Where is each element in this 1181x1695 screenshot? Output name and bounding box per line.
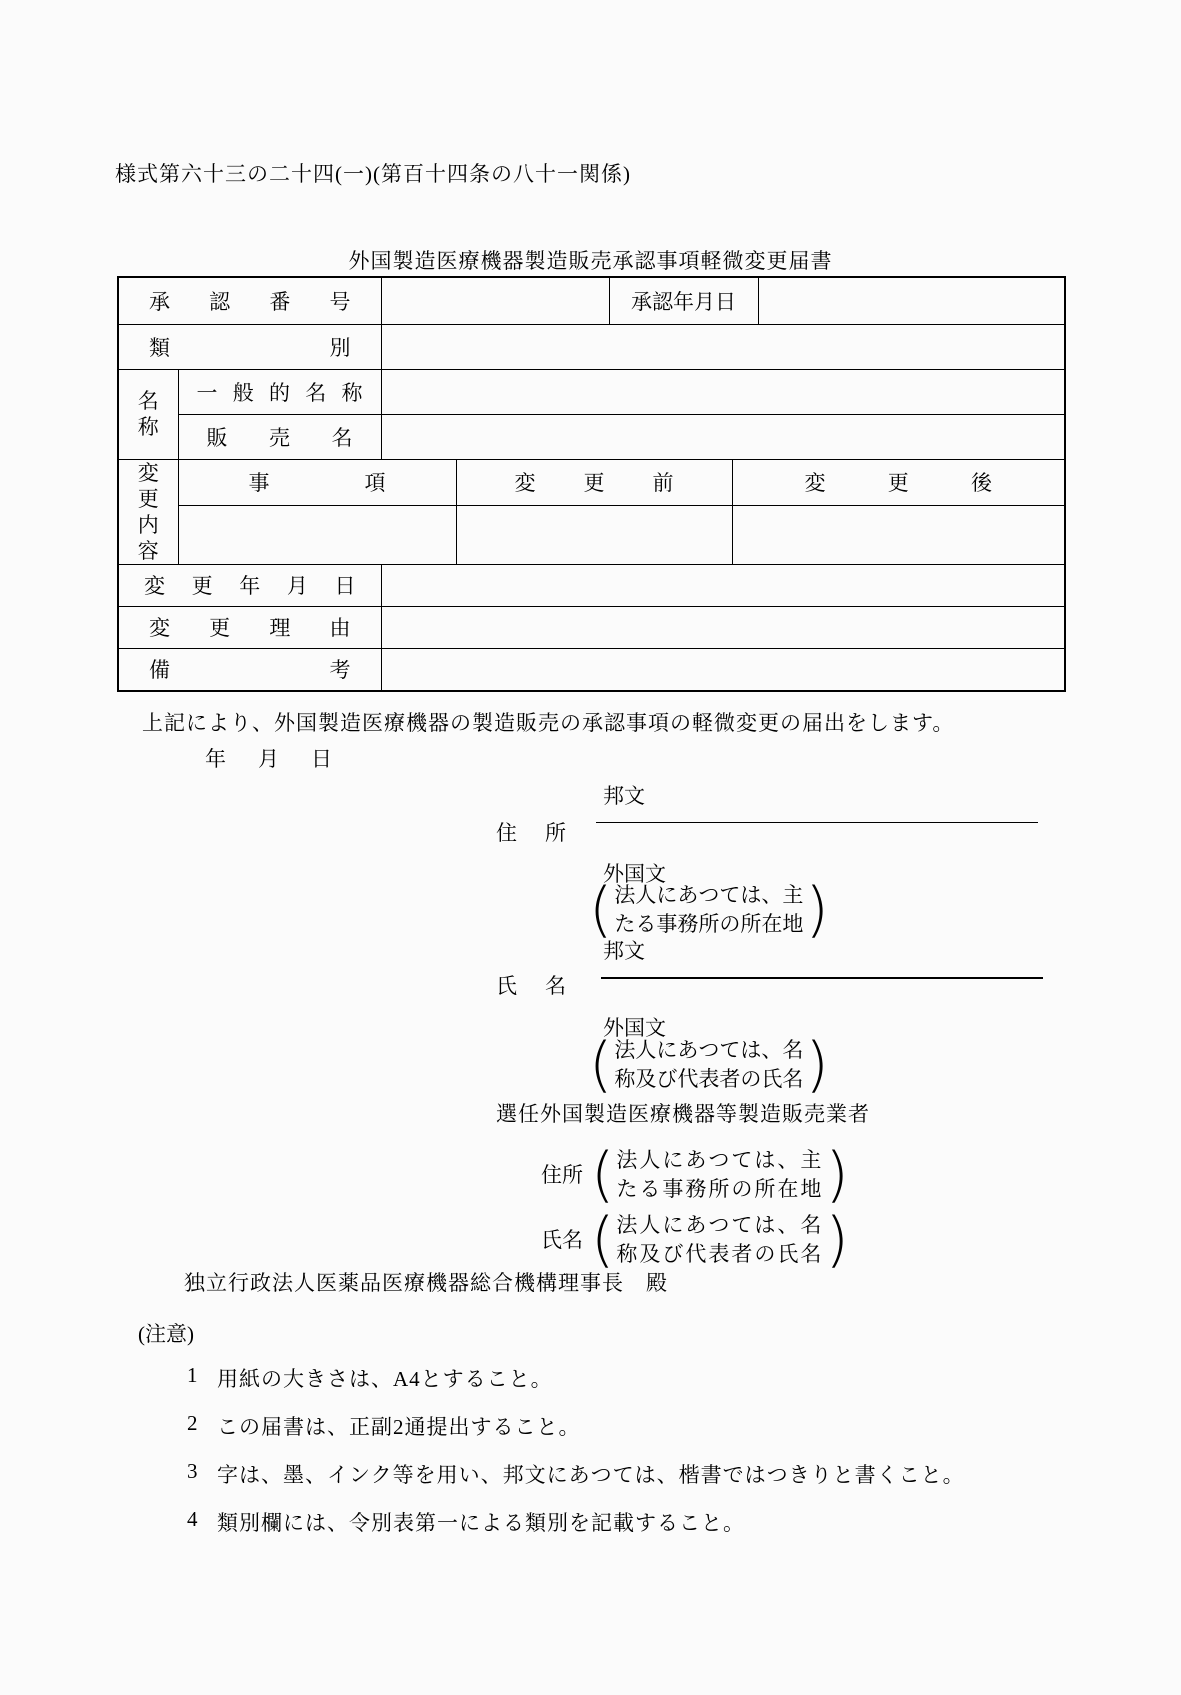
item-column-header: 事 項 — [248, 471, 386, 496]
note-number: 2 — [187, 1411, 198, 1435]
table-row — [118, 277, 1065, 324]
note-text: 字は、墨、インク等を用い、邦文にあつては、楷書ではつきりと書くこと。 — [217, 1463, 965, 1487]
change-date-label: 変 更 年 月 日 — [144, 574, 356, 598]
name-label: 氏 名 — [496, 974, 566, 998]
open-paren: ( — [591, 1205, 615, 1275]
address-japanese-fill-line[interactable] — [596, 780, 1038, 823]
change-reason-input-area[interactable] — [381, 606, 1065, 648]
before-change-column-header: 変 更 前 — [514, 471, 674, 496]
open-paren: ( — [589, 1030, 613, 1100]
open-paren: ( — [589, 875, 613, 945]
addressee-line — [184, 1267, 668, 1297]
table-row — [118, 414, 1065, 459]
table-row — [118, 324, 1065, 369]
before-change-input-area[interactable] — [456, 506, 732, 564]
selected-name-label: 氏名 — [541, 1227, 583, 1252]
approval-number-label: 承 認 番 号 — [149, 289, 351, 314]
approval-date-label: 承認年月日 — [609, 277, 758, 324]
month-label: 月 — [258, 747, 279, 771]
table-row — [118, 564, 1065, 606]
address-note-line2: たる事務所の所在地 — [614, 912, 804, 936]
date-line — [205, 743, 332, 773]
generic-name-input-area[interactable] — [381, 369, 1065, 414]
selected-name-note-line2: 称及び代表者の氏名 — [616, 1242, 824, 1266]
table-row — [118, 606, 1065, 648]
page-title: 外国製造医療機器製造販売承認事項軽微変更届書 — [348, 249, 833, 273]
category-label: 類 別 — [149, 335, 351, 360]
note-text: 類別欄には、令別表第一による類別を記載すること。 — [217, 1511, 745, 1535]
approval-number-input-area[interactable] — [381, 277, 609, 324]
table-row — [118, 369, 1065, 414]
name-japanese-label: 邦文 — [603, 939, 645, 963]
name-foreign-label: 外国文 — [603, 1016, 666, 1040]
name-note-line2: 称及び代表者の氏名 — [614, 1067, 804, 1091]
change-date-input-area[interactable] — [381, 564, 1065, 606]
close-paren: ) — [805, 1030, 829, 1100]
selected-address-label: 住所 — [541, 1162, 583, 1187]
generic-name-label: 一 般 的 名 称 — [196, 380, 363, 405]
change-contents-label: 変 更 内 容 — [137, 460, 159, 563]
selected-marketer-address — [541, 1140, 849, 1210]
form-number-line: 様式第六十三の二十四(一)(第百十四条の八十一関係) — [115, 162, 631, 186]
addressee-honorific: 殿 — [646, 1271, 668, 1295]
item-input-area[interactable] — [178, 506, 456, 564]
approval-date-input-area[interactable] — [758, 277, 1065, 324]
address-note-line1: 法人にあつては、主 — [614, 883, 804, 907]
name-japanese-fill-line[interactable] — [601, 935, 1043, 979]
category-input-area[interactable] — [381, 324, 1065, 369]
addressee-name: 独立行政法人医薬品医療機器総合機構理事長 — [184, 1271, 624, 1295]
day-label: 日 — [311, 747, 332, 771]
name-note-line1: 法人にあつては、名 — [614, 1038, 804, 1062]
selected-address-note-line1: 法人にあつては、主 — [616, 1148, 824, 1172]
after-change-column-header: 変 更 後 — [804, 471, 992, 496]
brand-name-label: 販 売 名 — [206, 425, 353, 450]
note-number: 1 — [187, 1363, 198, 1387]
open-paren: ( — [591, 1140, 615, 1210]
table-row — [118, 506, 1065, 564]
selected-address-note-line2: たる事務所の所在地 — [616, 1177, 824, 1201]
year-label: 年 — [205, 747, 226, 771]
close-paren: ) — [825, 1205, 849, 1275]
note-number: 3 — [187, 1459, 198, 1483]
close-paren: ) — [825, 1140, 849, 1210]
name-corporate-note — [589, 1030, 829, 1100]
table-row — [118, 459, 1065, 506]
name-label: 名 称 — [137, 389, 159, 439]
address-foreign-label: 外国文 — [603, 862, 666, 886]
address-corporate-note — [589, 875, 829, 945]
selected-marketer-heading: 選任外国製造医療機器等製造販売業者 — [496, 1102, 870, 1126]
table-row — [118, 648, 1065, 691]
remarks-input-area[interactable] — [381, 648, 1065, 691]
remarks-label: 備 考 — [149, 658, 351, 683]
note-number: 4 — [187, 1507, 198, 1531]
note-text: 用紙の大きさは、A4とすること。 — [217, 1367, 553, 1391]
declaration-statement: 上記により、外国製造医療機器の製造販売の承認事項の軽微変更の届出をします。 — [142, 711, 955, 735]
address-label: 住 所 — [496, 821, 566, 845]
notes-heading: (注意) — [138, 1322, 194, 1346]
selected-name-note-line1: 法人にあつては、名 — [616, 1213, 824, 1237]
selected-marketer-name — [541, 1205, 849, 1275]
close-paren: ) — [805, 875, 829, 945]
form-table — [117, 276, 1066, 692]
note-text: この届書は、正副2通提出すること。 — [217, 1415, 581, 1439]
brand-name-input-area[interactable] — [381, 414, 1065, 459]
change-reason-label: 変 更 理 由 — [149, 616, 351, 640]
address-japanese-label: 邦文 — [603, 784, 645, 808]
after-change-input-area[interactable] — [732, 506, 1065, 564]
